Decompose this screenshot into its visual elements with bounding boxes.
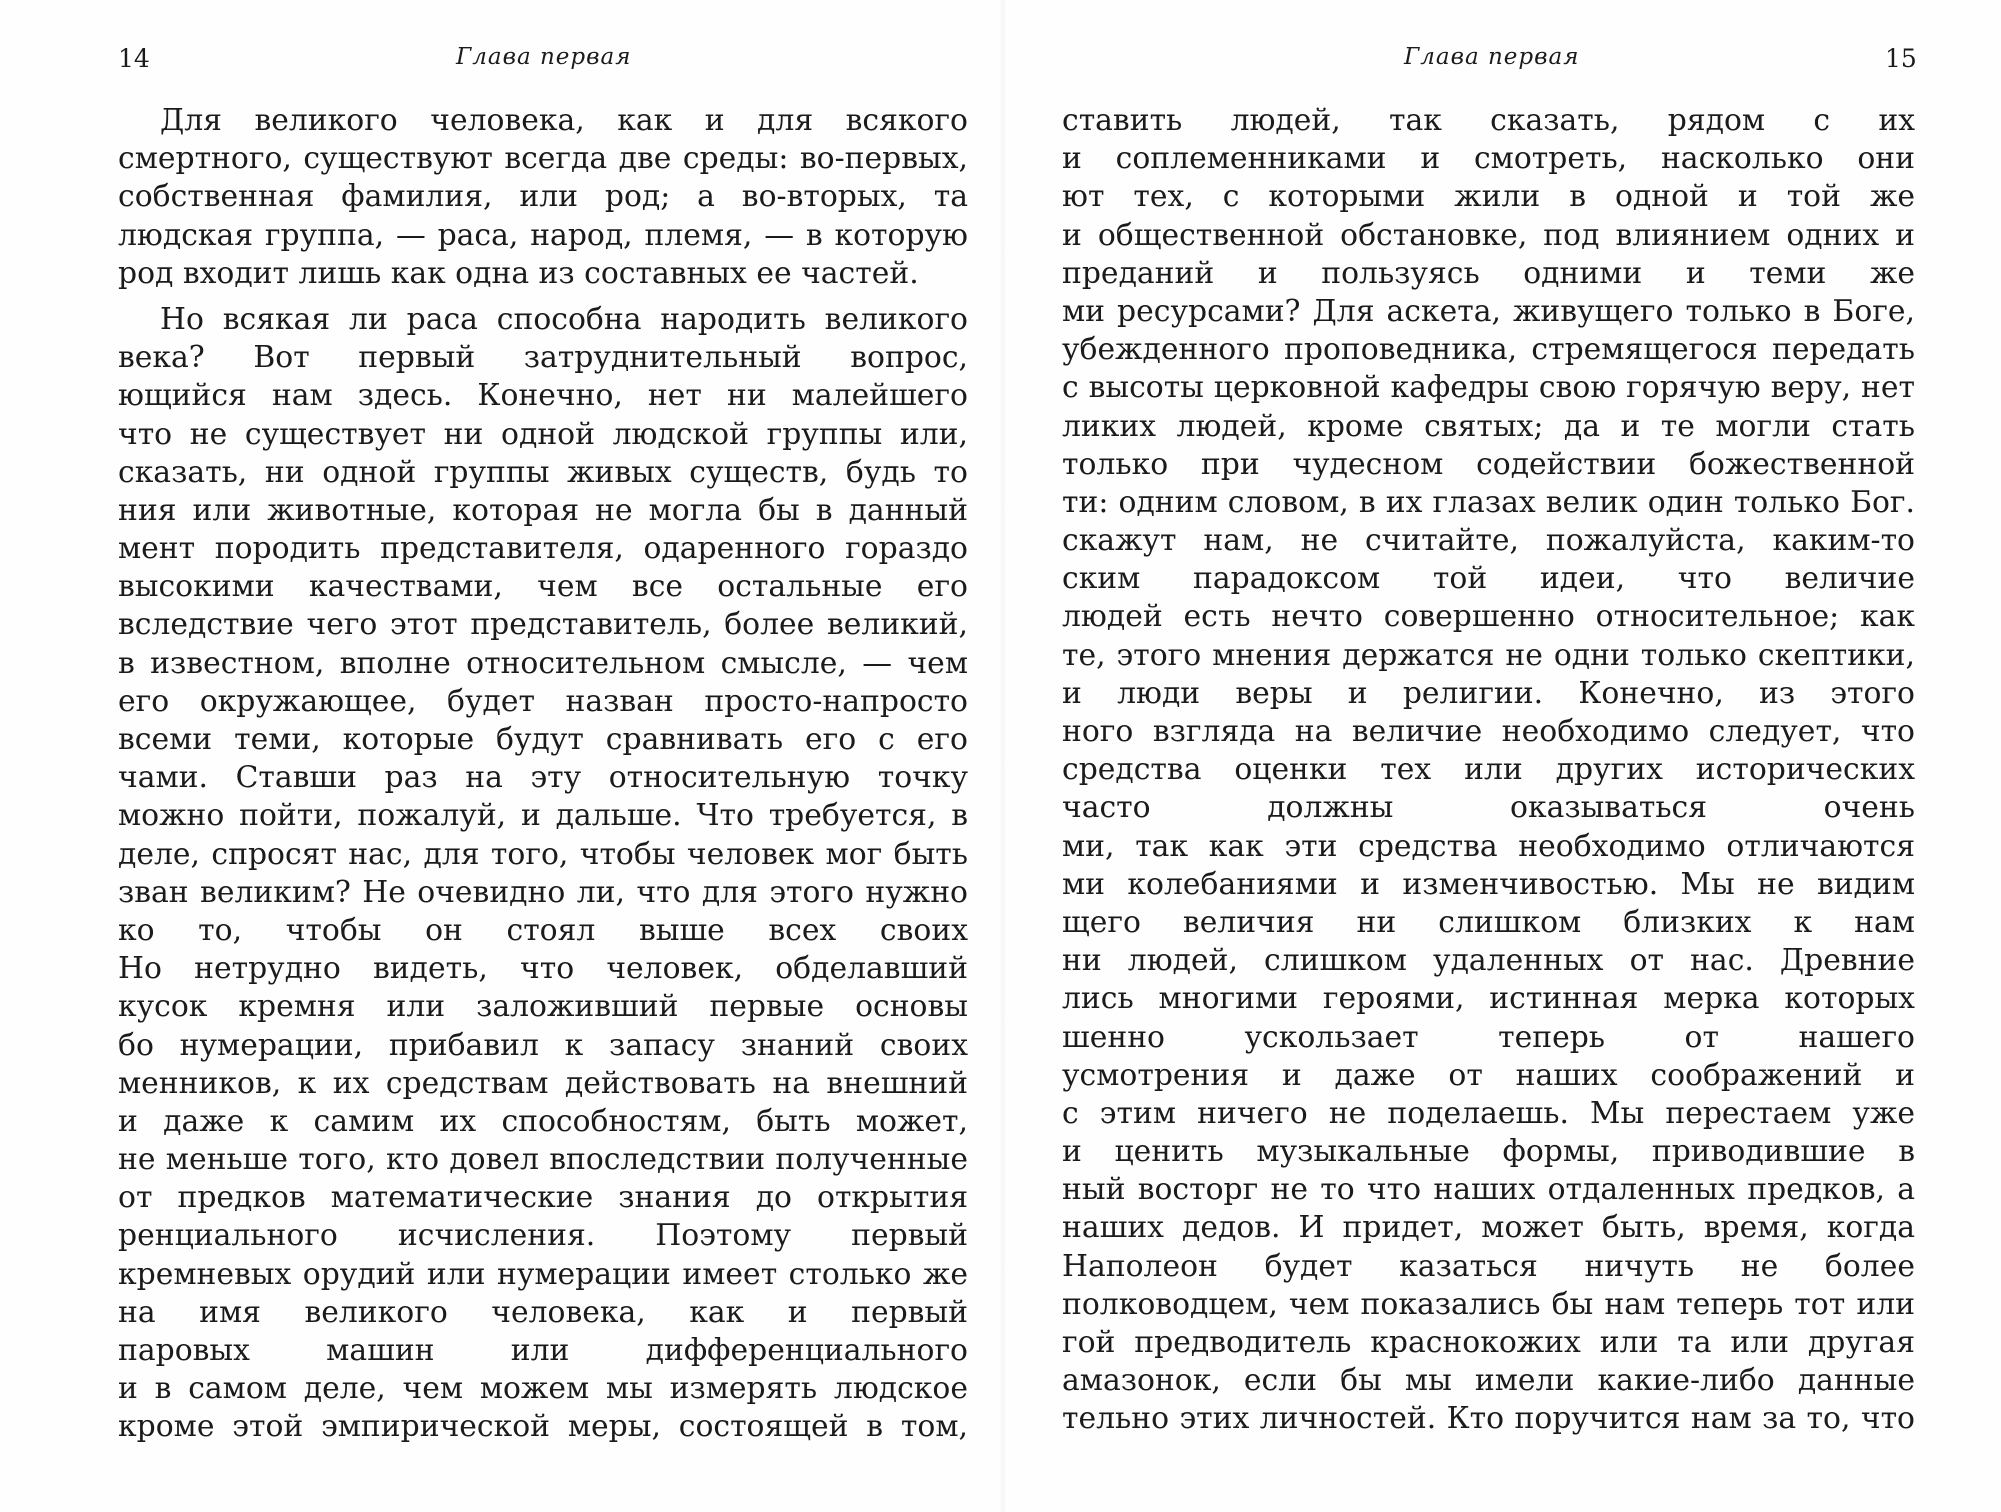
- text-line: смертного, существуют всегда две среды: во-первых,: [118, 141, 968, 177]
- right-page: [1000, 0, 2001, 1512]
- text-line: с этим ничего не поделаешь. Мы перестаем уже: [1062, 1095, 1915, 1131]
- text-line: и соплеменниками и смотреть, насколько они: [1062, 141, 1915, 177]
- page-number: 14: [118, 44, 150, 73]
- text-line: менников, к их средствам действовать на внешний: [118, 1065, 968, 1101]
- text-line: вследствие чего этот представитель, более великий,: [118, 607, 968, 643]
- text-line: в известном, вполне относительном смысле, — чем: [118, 645, 968, 681]
- text-line: часто должны оказываться очень: [1062, 790, 1915, 826]
- text-line: можно пойти, пожалуй, и дальше. Что требуется, в: [118, 798, 968, 834]
- text-line: зван великим? Не очевидно ли, что для этого нужно: [118, 874, 968, 910]
- text-line: те, этого мнения держатся не одни только скептики,: [1062, 637, 1915, 673]
- text-line: высокими качествами, чем все остальные его: [118, 569, 968, 605]
- text-line: полководцем, чем показались бы нам теперь тот или: [1062, 1286, 1915, 1322]
- text-line: собственная фамилия, или род; а во-вторых, та: [118, 179, 968, 215]
- text-line: ставить людей, так сказать, рядом с их: [1062, 103, 1915, 138]
- running-head: Глава первая: [1404, 44, 1580, 70]
- text-line: что не существует ни одной людской группы или,: [118, 416, 968, 452]
- text-line: с высоты церковной кафедры свою горячую веру, нет: [1062, 370, 1915, 406]
- text-line: ренциального исчисления. Поэтому первый: [118, 1218, 968, 1254]
- text-line: наших дедов. И придет, может быть, время, когда: [1062, 1210, 1915, 1246]
- text-line: лись многими героями, истинная мерка которых: [1062, 981, 1915, 1017]
- text-line: деле, спросят нас, для того, чтобы человек мог быть: [118, 836, 968, 872]
- text-line: средства оценки тех или других исторических: [1062, 752, 1915, 788]
- text-line: щего величия ни слишком близких к нам: [1062, 904, 1915, 940]
- text-line: ни людей, слишком удаленных от нас. Древние: [1062, 943, 1915, 979]
- text-line: и в самом деле, чем можем мы измерять людское: [118, 1371, 968, 1407]
- text-line: ми ресурсами? Для аскета, живущего только в Боге,: [1062, 293, 1915, 329]
- text-line: Для великого человека, как и для всякого: [160, 103, 968, 138]
- text-line: амазонок, если бы мы имели какие-либо данные: [1062, 1363, 1915, 1399]
- text-line: преданий и пользуясь одними и теми же: [1062, 255, 1915, 291]
- text-line: Наполеон будет казаться ничуть не более: [1062, 1248, 1915, 1284]
- text-line: паровых машин или дифференциального: [118, 1333, 968, 1368]
- text-line: всеми теми, которые будут сравнивать его с его: [118, 722, 968, 757]
- text-line: гой предводитель краснокожих или та или другая: [1062, 1325, 1915, 1360]
- text-line: тельно этих личностей. Кто поручится нам за то, что: [1062, 1401, 1915, 1437]
- text-line: скажут нам, не считайте, пожалуйста, каким-то: [1062, 523, 1915, 559]
- text-line: кроме этой эмпирической меры, состоящей в том,: [118, 1409, 968, 1445]
- text-line: сказать, ни одной группы живых существ, будь то: [118, 454, 968, 490]
- page-number: 15: [1885, 44, 1917, 73]
- text-line: ским парадоксом той идеи, что величие: [1062, 561, 1915, 597]
- text-line: на имя великого человека, как и первый: [118, 1294, 968, 1330]
- text-line: от предков математические знания до открытия: [118, 1180, 968, 1216]
- text-line: кусок кремня или заложивший первые основы: [118, 989, 968, 1025]
- body-text: [118, 102, 968, 1447]
- text-line: убежденного проповедника, стремящегося передать: [1062, 332, 1915, 368]
- text-line: ния или животные, которая не могла бы в данный: [118, 492, 968, 528]
- text-line: ти: одним словом, в их глазах велик один только Бог.: [1062, 484, 1915, 520]
- text-line: века? Вот первый затруднительный вопрос,: [118, 340, 968, 376]
- text-line: ный восторг не то что наших отдаленных предков, а: [1062, 1172, 1915, 1208]
- text-line: его окружающее, будет назван просто-напросто: [118, 683, 968, 719]
- text-line: ми, так как эти средства необходимо отличаются: [1062, 828, 1915, 864]
- text-line: мент породить представителя, одаренного гораздо: [118, 531, 968, 567]
- text-line: и люди веры и религии. Конечно, из этого: [1062, 675, 1915, 711]
- left-page: [0, 0, 1000, 1512]
- text-line: ют тех, с которыми жили в одной и той же: [1062, 179, 1915, 215]
- text-line: и ценить музыкальные формы, приводившие в: [1062, 1134, 1915, 1170]
- text-line: усмотрения и даже от наших соображений и: [1062, 1057, 1915, 1093]
- text-line: бо нумерации, прибавил к запасу знаний своих: [118, 1027, 968, 1063]
- text-line: ного взгляда на величие необходимо следует, что: [1062, 714, 1915, 749]
- text-line: род входит лишь как одна из составных ее частей.: [118, 255, 919, 291]
- text-line: людей есть нечто совершенно относительное; как: [1062, 599, 1915, 635]
- text-line: шенно ускользает теперь от нашего: [1062, 1019, 1915, 1055]
- text-line: не меньше того, кто довел впоследствии полученные: [118, 1142, 968, 1178]
- text-line: и даже к самим их способностям, быть может,: [118, 1103, 968, 1139]
- text-line: только при чудесном содействии божественной: [1062, 446, 1915, 482]
- running-head: Глава первая: [456, 44, 632, 70]
- text-line: Но нетрудно видеть, что человек, обделавший: [118, 951, 968, 987]
- text-line: чами. Ставши раз на эту относительную точку: [118, 760, 968, 796]
- body-text: [1062, 102, 1915, 1439]
- text-line: ми колебаниями и изменчивостью. Мы не видим: [1062, 866, 1915, 902]
- text-line: ко то, чтобы он стоял выше всех своих: [118, 912, 968, 948]
- text-line: Но всякая ли раса способна народить великого: [160, 301, 968, 337]
- text-line: ликих людей, кроме святых; да и те могли стать: [1062, 408, 1915, 444]
- text-line: ющийся нам здесь. Конечно, нет ни малейшего: [118, 378, 968, 414]
- text-line: кремневых орудий или нумерации имеет столько же: [118, 1256, 968, 1292]
- text-line: и общественной обстановке, под влиянием одних и: [1062, 217, 1915, 253]
- text-line: людская группа, — раса, народ, племя, — в которую: [118, 217, 968, 253]
